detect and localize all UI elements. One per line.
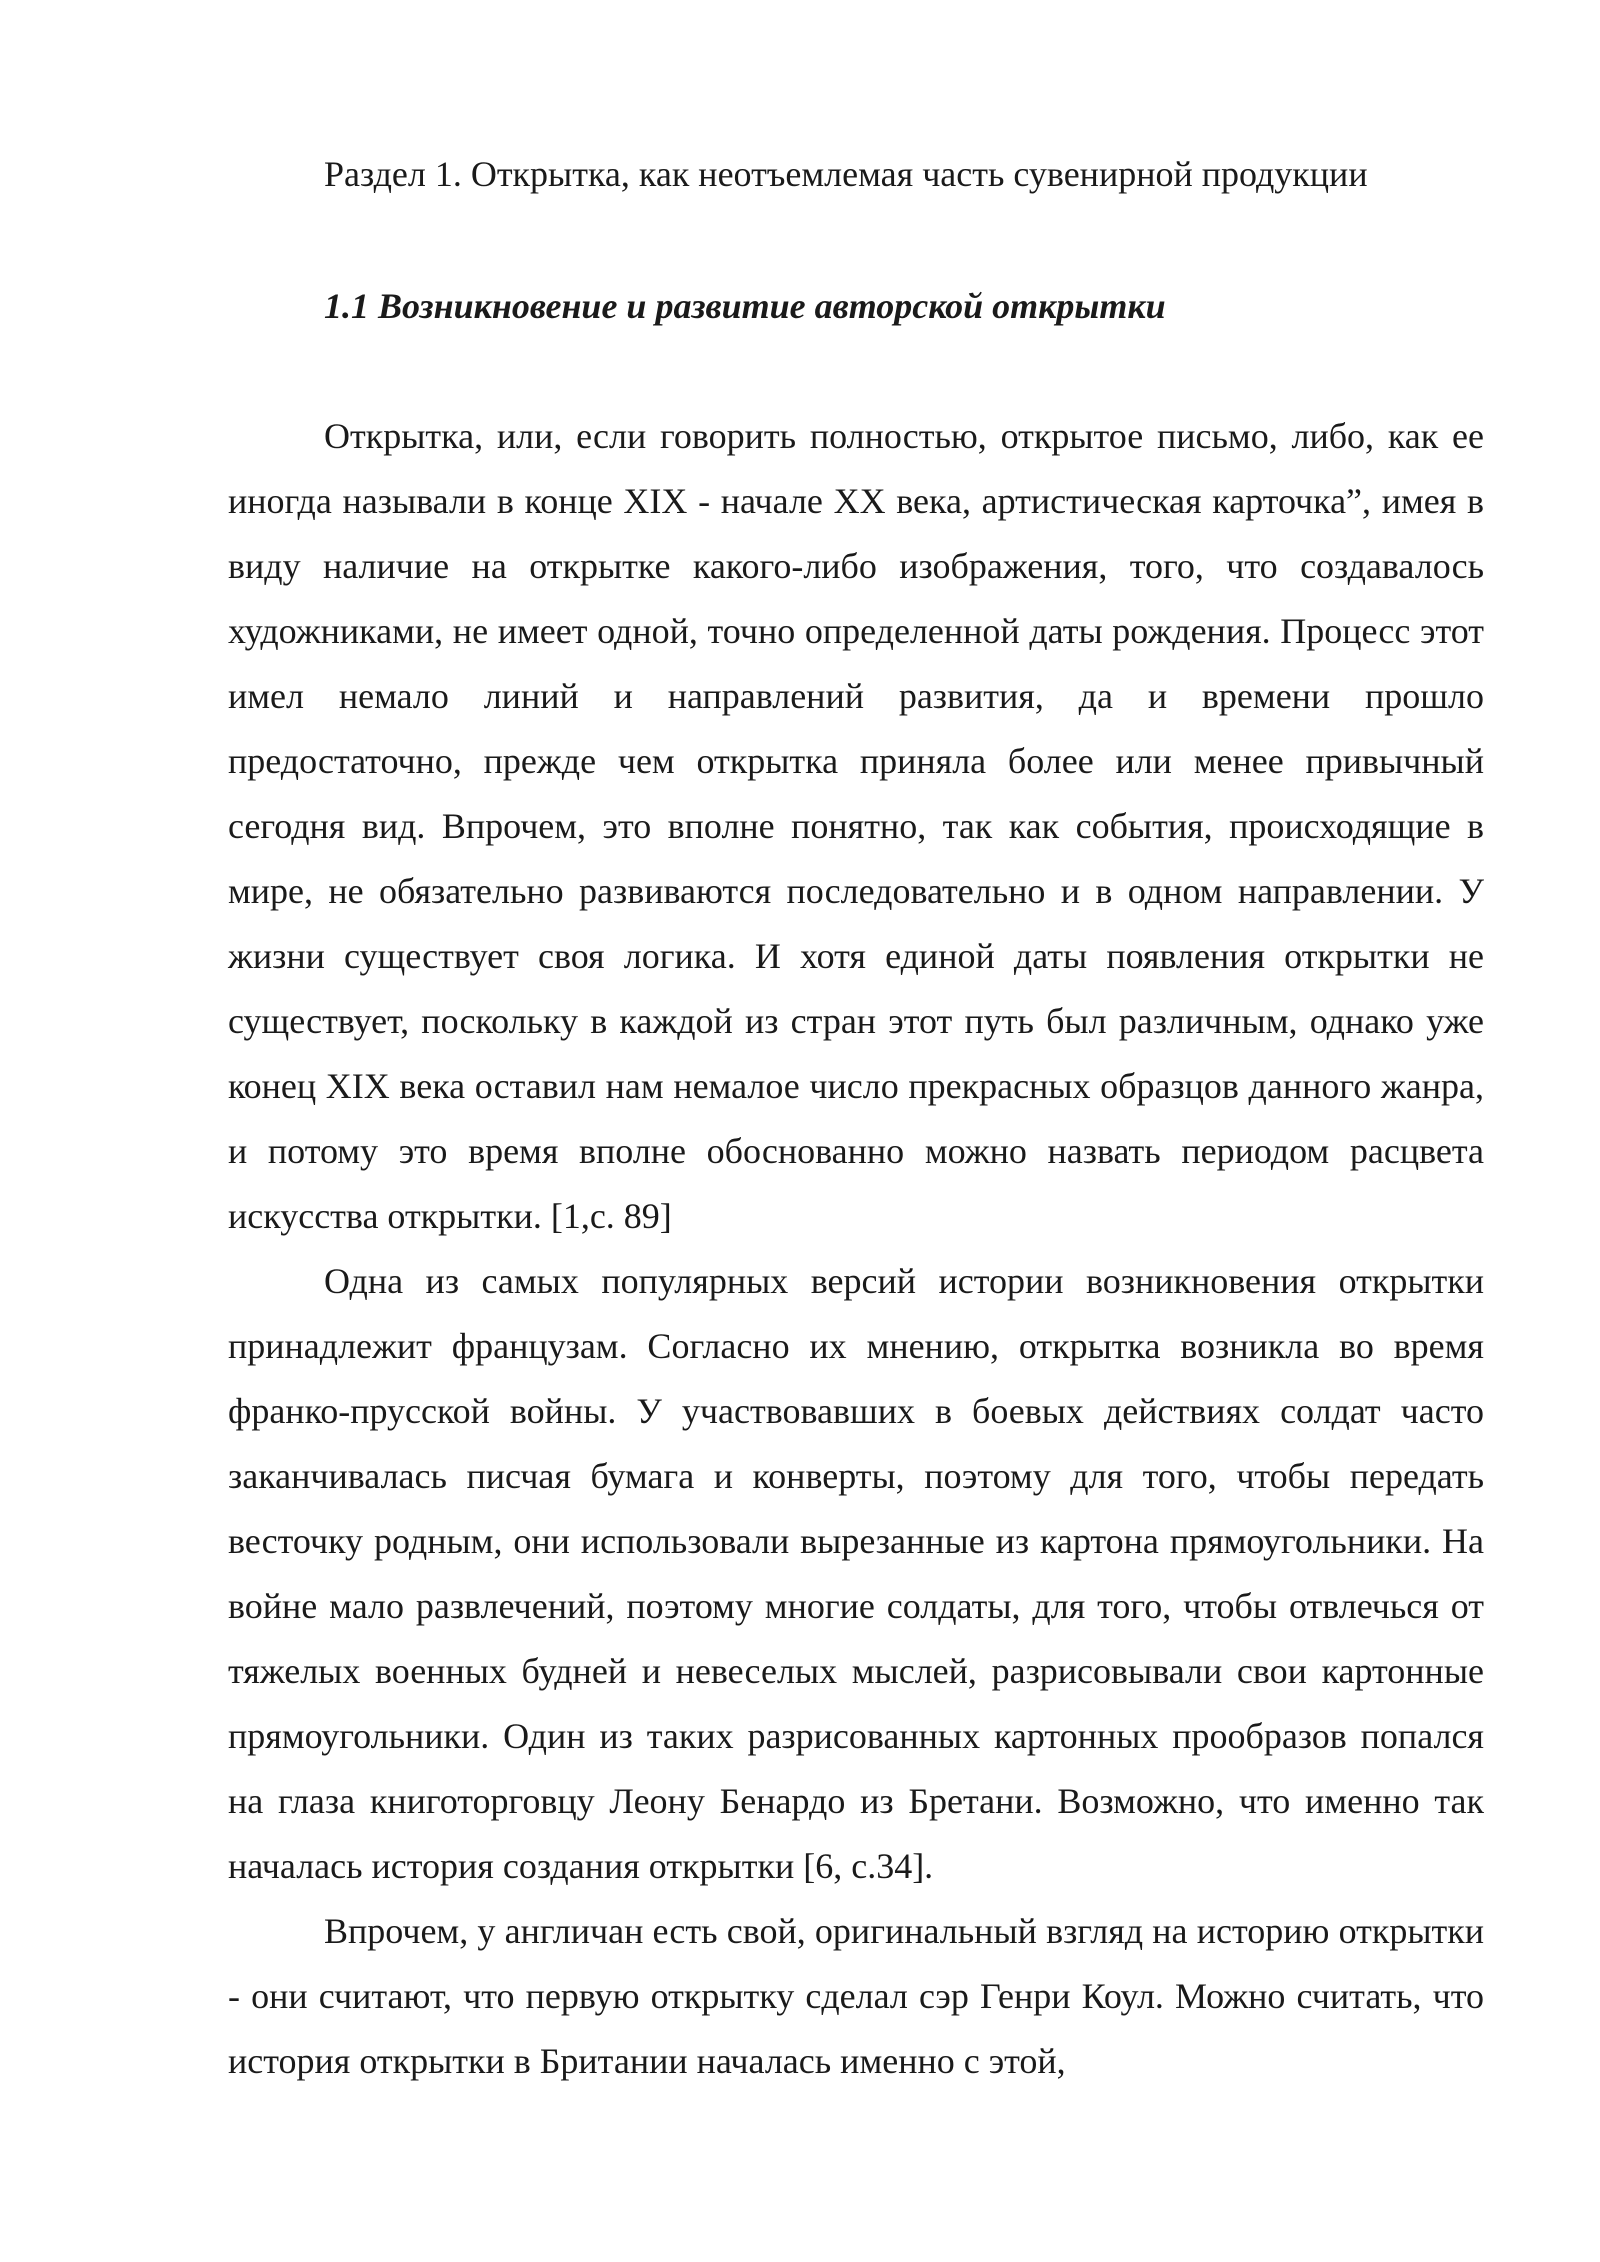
body-text: [228, 404, 1484, 2094]
section-title: Раздел 1. Открытка, как неотъемлемая часть сувенирной продукции: [324, 154, 1368, 194]
paragraph: Открытка, или, если говорить полностью, открытое письмо, либо, как ее иногда называли в конце XIX - начале XX века, артистическая карточка”, имея в виду наличие на открытке какого-либо изображения, того, что создавалось художниками, не имеет одной, точно определенной даты рождения. Процесс этот имел немало линий и направлений развития, да и времени прошло предостаточно, прежде чем открытка приняла более или менее привычный сегодня вид. Впрочем, это вполне понятно, так как события, происходящие в мире, не обязательно развиваются последовательно и в одном направлении. У жизни существует своя логика. И хотя единой даты появления открытки не существует, поскольку в каждой из стран этот путь был различным, однако уже конец XIX века оставил нам немалое число прекрасных образцов данного жанра, и потому это время вполне обоснованно можно назвать периодом расцвета искусства открытки. [1,с. 89]: [228, 416, 1484, 1236]
paragraph: Одна из самых популярных версий истории возникновения открытки принадлежит французам. Согласно их мнению, открытка возникла во время франко-прусской войны. У участвовавших в боевых действиях солдат часто заканчивалась писчая бумага и конверты, поэтому для того, чтобы передать весточку родным, они использовали вырезанные из картона прямоугольники. На войне мало развлечений, поэтому многие солдаты, для того, чтобы отвлечься от тяжелых военных будней и невеселых мыслей, разрисовывали свои картонные прямоугольники. Один из таких разрисованных картонных прообразов попался на глаза книготорговцу Леону Бенардо из Бретани. Возможно, что именно так началась история создания открытки [6, с.34].: [228, 1261, 1484, 1886]
paragraph: Впрочем, у англичан есть свой, оригинальный взгляд на историю открытки - они считают, что первую открытку сделал сэр Генри Коул. Можно считать, что история открытки в Британии началась именно с этой,: [228, 1911, 1484, 2081]
subsection-title: 1.1 Возникновение и развитие авторской открытки: [324, 286, 1166, 326]
